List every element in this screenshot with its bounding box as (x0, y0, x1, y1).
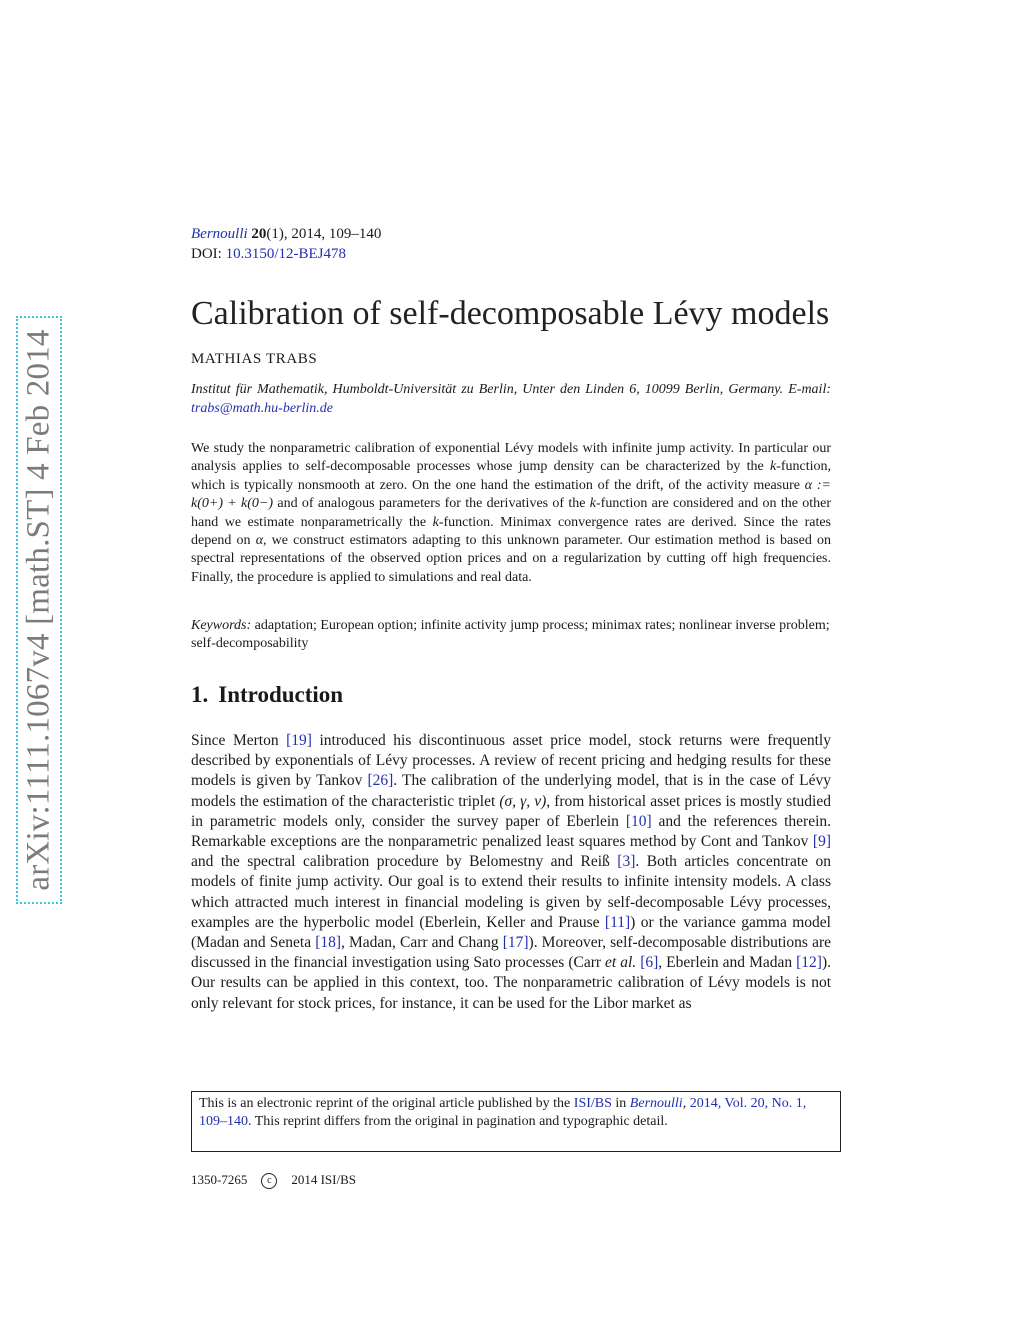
citation-link[interactable]: [3] (617, 853, 636, 871)
section-title: Introduction (218, 682, 344, 707)
copyright-holder: 2014 ISI/BS (291, 1172, 356, 1187)
reprint-text: This is an electronic reprint of the original article published by the (199, 1096, 574, 1111)
citation-link[interactable]: [17] (502, 934, 529, 952)
journal-name-link[interactable]: Bernoulli (191, 226, 248, 242)
section-heading (191, 682, 831, 708)
et-al: et al. (605, 954, 637, 972)
abstract (191, 440, 831, 587)
author-affiliation (191, 380, 831, 418)
issn: 1350-7265 (191, 1172, 248, 1187)
citation-link[interactable]: [19] (286, 732, 312, 749)
abstract-text: and of analogous parameters for the derivatives of the (273, 496, 590, 512)
arxiv-identifier: arXiv:1111.1067v4 [math.ST] 4 Feb 2014 (20, 329, 57, 891)
math-alpha-formula: α := k(0+) + k(0−) (191, 477, 831, 512)
abstract-text: -function, which is typically nonsmooth at zero. On the one hand the estimation of the drift, of the activity measure (191, 459, 831, 493)
math-k: k (769, 459, 777, 475)
math-triplet: (σ, γ, ν) (499, 792, 547, 810)
math-k: k (432, 514, 439, 530)
journal-link[interactable]: Bernoulli (629, 1096, 683, 1111)
abstract-text: -function. Minimax convergence rates are derived. Since the rates depend on (191, 514, 831, 549)
keywords-text: adaptation; European option; infinite activity jump process; minimax rates; nonlinear inverse problem; self-decomposability (191, 618, 830, 652)
citation-link[interactable]: [18] (315, 934, 342, 952)
section-number: 1. (191, 682, 209, 707)
body-text: introduced his discontinuous asset price model, stock returns were frequently described by exponentials of Lévy processes. A review of recent pricing and hedging results for these models is given by Tankov (191, 732, 831, 790)
doi-link[interactable]: 10.3150/12-BEJ478 (225, 246, 346, 262)
journal-volume: 20 (251, 226, 267, 242)
reprint-notice-box (191, 1091, 841, 1152)
author-name: MATHIAS TRABS (191, 351, 318, 367)
email-link[interactable]: trabs@math.hu-berlin.de (191, 401, 333, 416)
abstract-text: -function are considered and on the other hand we estimate nonparametrically the (191, 496, 831, 530)
affiliation-text: Institut für Mathematik, Humboldt-Universität zu Berlin, Unter den Linden 6, 10099 Berlin, Germany. E-mail: (191, 382, 831, 397)
journal-issue-pages: (1), 2014, 109–140 (266, 226, 382, 242)
journal-citation (191, 224, 831, 264)
body-text: ). Moreover, self-decomposable distributions are discussed in the financial investigation using Sato processes (Carr (191, 934, 831, 972)
citation-link[interactable]: [10] (625, 812, 652, 830)
body-text: , from historical asset prices is mostly studied in parametric models only, consider the survey paper of Eberlein (191, 792, 831, 830)
citation-link[interactable]: [6] (640, 954, 659, 972)
body-text: ). Our results can be applied in this context, too. The nonparametric calibration of Lévy models is not only relevant for stock prices, for instance, it can be used for the Libor market as (191, 954, 831, 1012)
citation-link[interactable]: [12] (796, 954, 822, 972)
page-title: Calibration of self-decomposable Lévy models (191, 295, 830, 332)
arxiv-sidebar-stamp (16, 316, 62, 904)
math-alpha: α (255, 533, 264, 549)
math-k: k (589, 496, 597, 512)
isibs-link[interactable]: ISI/BS (573, 1096, 612, 1111)
copyright-icon: c (261, 1173, 277, 1189)
reprint-text: in (611, 1096, 630, 1111)
body-text: . Both articles concentrate on models of finite jump activity. Our goal is to extend their results to infinite intensity models. A class which attracted much interest in financial modeling is given by self-decomposable Lévy processes, examples are the hyperbolic model (Eberlein, Keller and Prause (191, 853, 831, 931)
introduction-paragraph (191, 731, 831, 1014)
citation-link[interactable]: [26] (367, 772, 394, 790)
body-text: , Madan, Carr and Chang (341, 934, 503, 952)
doi-label: DOI: (191, 246, 222, 262)
abstract-text: , we construct estimators adapting to this unknown parameter. Our estimation method is based on spectral representations of the observed option prices and on a regularization by cutting off high frequencies. Finally, the procedure is applied to simulations and real data. (191, 533, 831, 585)
citation-volume-link[interactable]: 2014, Vol. 20, No. 1, 109–140 (199, 1096, 807, 1130)
body-text: . The calibration of the underlying model, that is in the case of Lévy models the estimation of the characteristic triplet (191, 772, 831, 810)
body-text: ) or the variance gamma model (Madan and Seneta (191, 913, 831, 952)
citation-link[interactable]: [11] (604, 913, 631, 931)
body-text: Since Merton (191, 732, 287, 749)
keywords (191, 617, 831, 654)
reprint-text: , (682, 1096, 690, 1111)
body-text: , Eberlein and Madan (658, 954, 797, 972)
reprint-text: . This reprint differs from the original in pagination and typographic detail. (248, 1114, 668, 1130)
footer-copyright (191, 1172, 356, 1189)
keywords-label: Keywords: (191, 618, 252, 633)
citation-link[interactable]: [9] (812, 833, 831, 851)
abstract-text: We study the nonparametric calibration of exponential Lévy models with infinite jump activity. In particular our analysis applies to self-decomposable processes whose jump density can be characterized by the (191, 441, 831, 475)
body-text: and the references therein. Remarkable exceptions are the nonparametric penalized least squares method by Cont and Tankov (191, 812, 832, 851)
body-text: and the spectral calibration procedure by Belomestny and Reiß (191, 853, 618, 871)
